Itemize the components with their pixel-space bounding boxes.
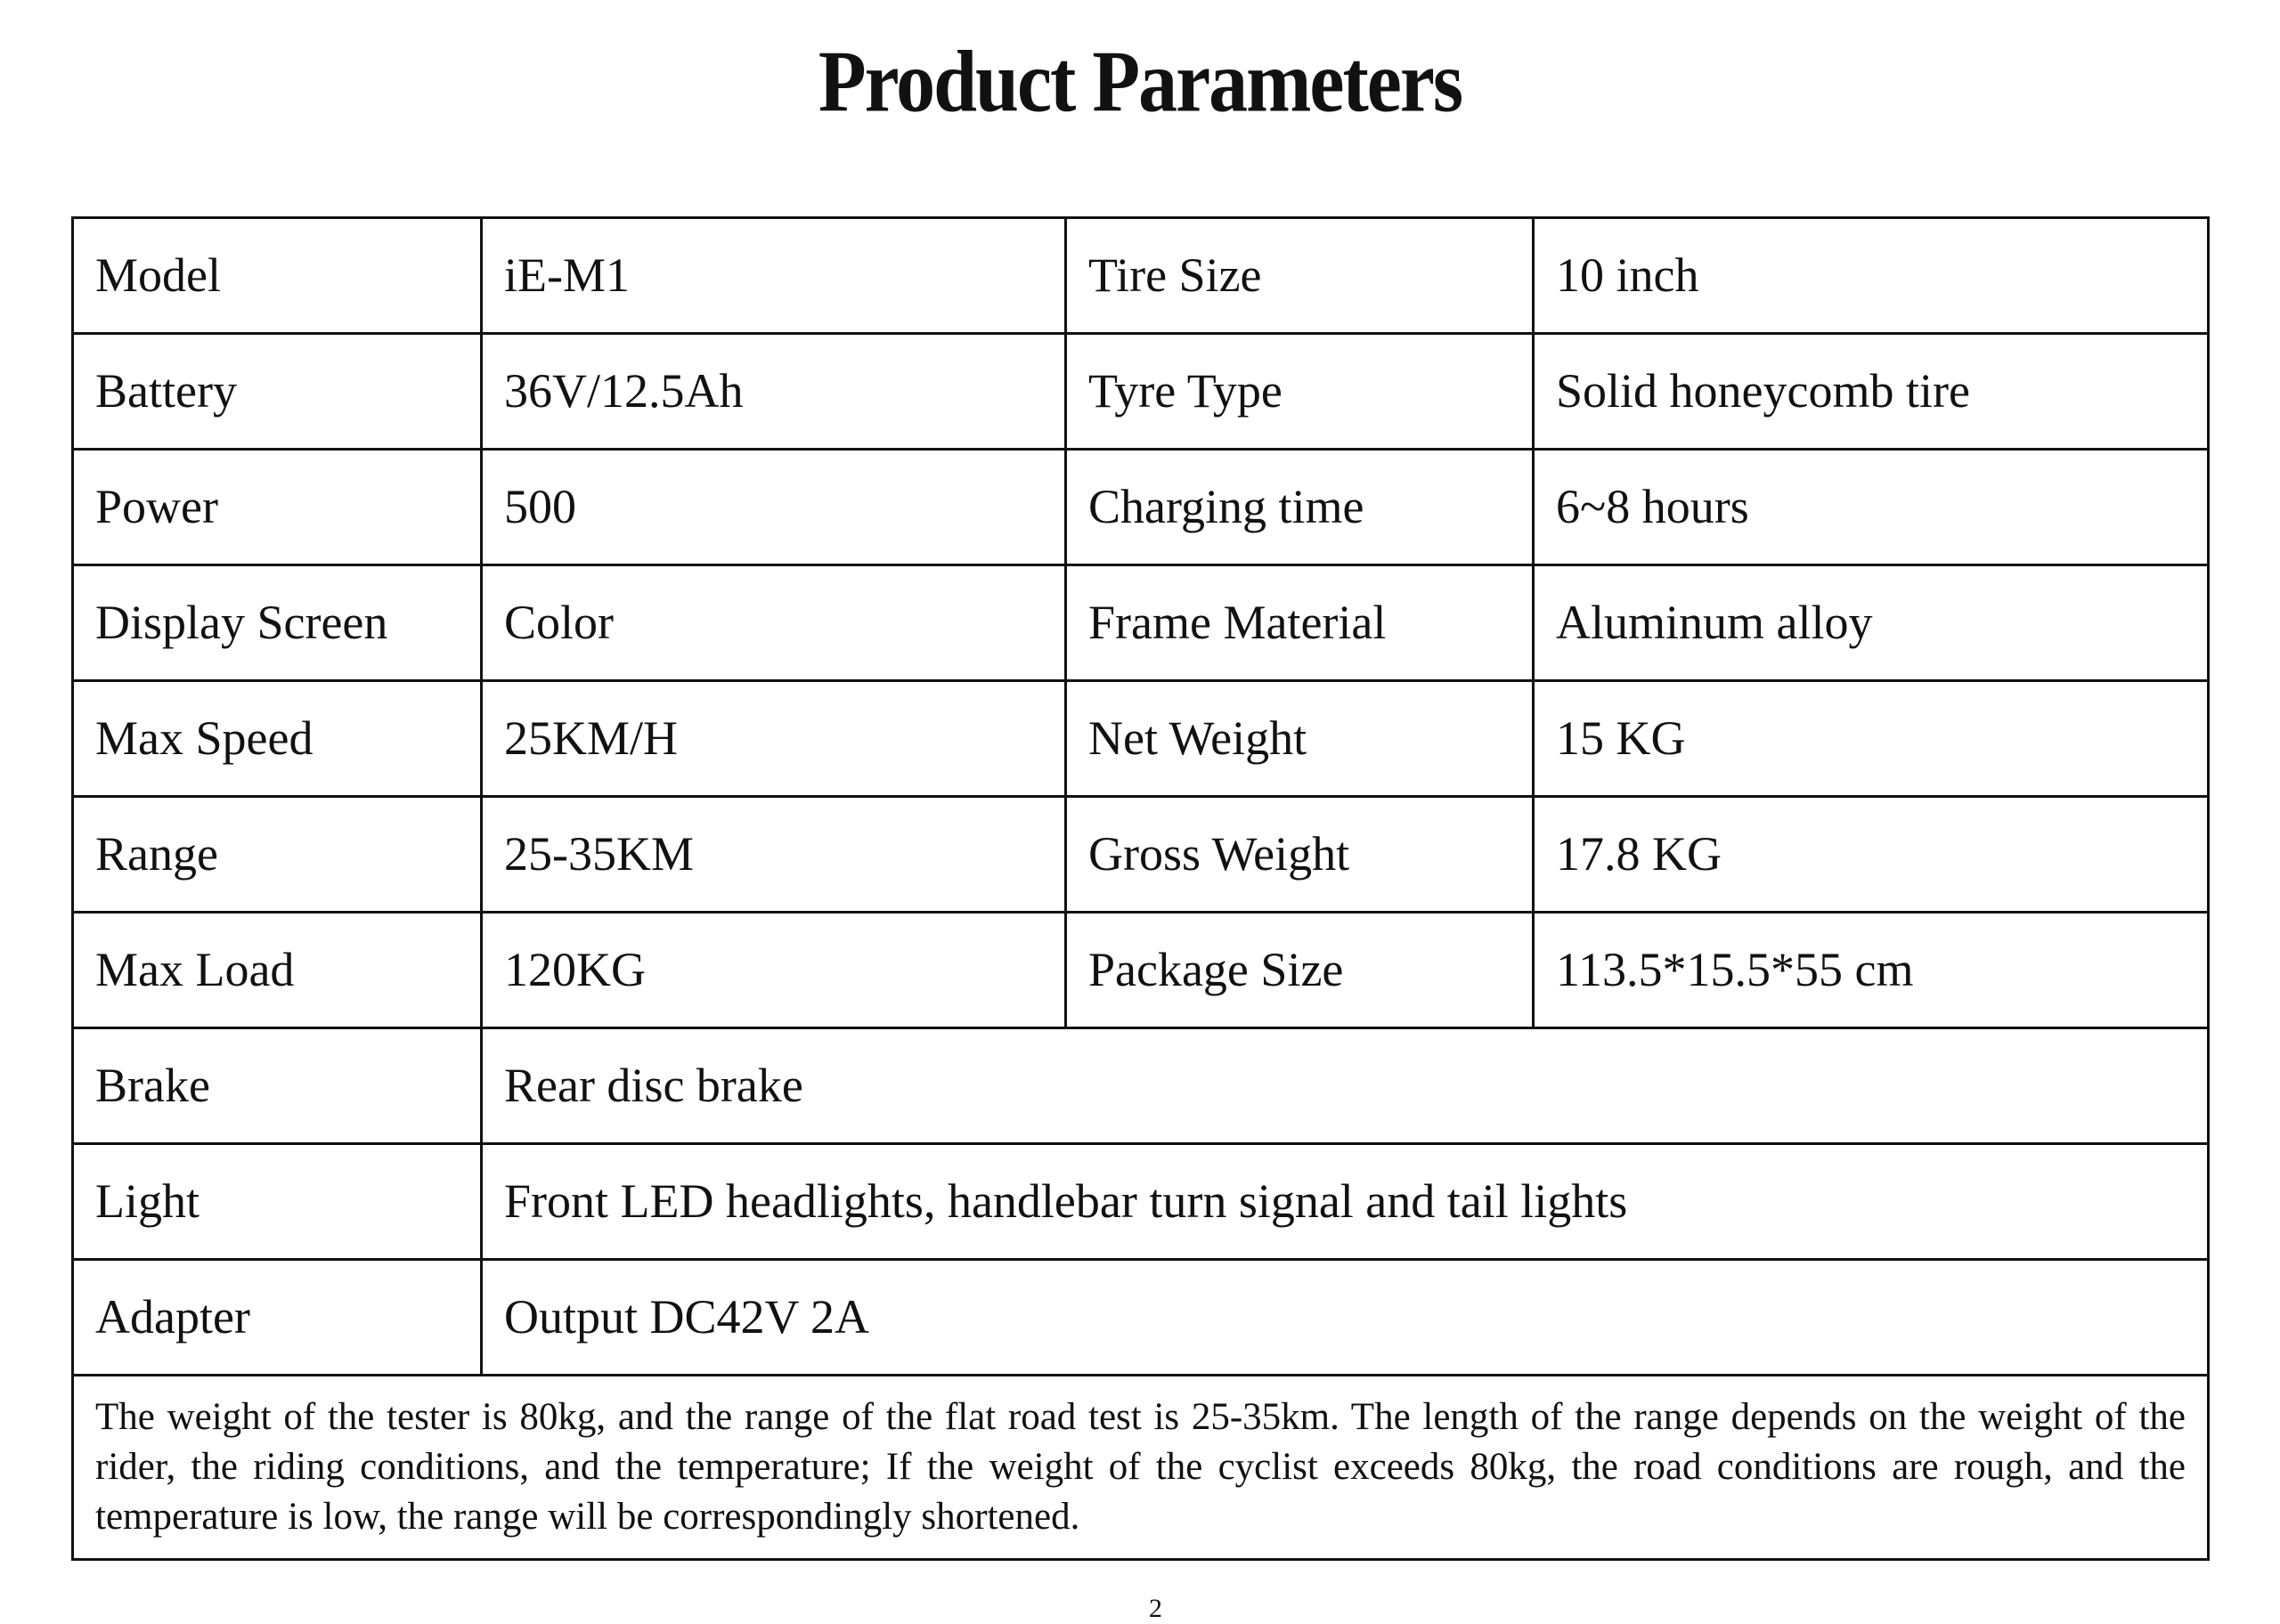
param-value: 36V/12.5Ah bbox=[482, 334, 1066, 450]
param-value: 25KM/H bbox=[482, 681, 1066, 797]
param-label: Brake bbox=[73, 1028, 482, 1144]
param-label: Gross Weight bbox=[1066, 797, 1534, 913]
param-label: Charging time bbox=[1066, 450, 1534, 565]
param-value: Output DC42V 2A bbox=[482, 1260, 2209, 1376]
param-label: Power bbox=[73, 450, 482, 565]
parameters-table-body bbox=[73, 218, 2209, 1560]
table-row bbox=[73, 450, 2209, 565]
param-label: Light bbox=[73, 1144, 482, 1260]
param-value: 15 KG bbox=[1534, 681, 2209, 797]
param-label: Tyre Type bbox=[1066, 334, 1534, 450]
param-label: Tire Size bbox=[1066, 218, 1534, 334]
range-note: The weight of the tester is 80kg, and the range of the flat road test is 25-35km. The length of the range depends on the weight of the rider, the riding conditions, and the temperature; If the weight of the cyclist exceeds 80kg, the road conditions are rough, and the temperature is low, the range will be correspondingly shortened. bbox=[73, 1376, 2209, 1560]
param-label: Package Size bbox=[1066, 913, 1534, 1028]
table-row bbox=[73, 681, 2209, 797]
param-value: Aluminum alloy bbox=[1534, 565, 2209, 681]
table-row bbox=[73, 565, 2209, 681]
page-number: 2 bbox=[1149, 1594, 1162, 1623]
param-value: 6~8 hours bbox=[1534, 450, 2209, 565]
param-label: Range bbox=[73, 797, 482, 913]
param-label: Max Load bbox=[73, 913, 482, 1028]
param-value: Color bbox=[482, 565, 1066, 681]
table-row bbox=[73, 1260, 2209, 1376]
param-value: Solid honeycomb tire bbox=[1534, 334, 2209, 450]
table-row bbox=[73, 1376, 2209, 1560]
param-value: 500 bbox=[482, 450, 1066, 565]
table-row bbox=[73, 1028, 2209, 1144]
param-label: Battery bbox=[73, 334, 482, 450]
parameters-table bbox=[71, 216, 2210, 1561]
param-value: 120KG bbox=[482, 913, 1066, 1028]
param-value: iE-M1 bbox=[482, 218, 1066, 334]
param-value: 113.5*15.5*55 cm bbox=[1534, 913, 2209, 1028]
table-row bbox=[73, 218, 2209, 334]
param-label: Model bbox=[73, 218, 482, 334]
param-value: 25-35KM bbox=[482, 797, 1066, 913]
param-label: Adapter bbox=[73, 1260, 482, 1376]
table-row bbox=[73, 913, 2209, 1028]
param-label: Display Screen bbox=[73, 565, 482, 681]
param-value: Front LED headlights, handlebar turn signal and tail lights bbox=[482, 1144, 2209, 1260]
param-label: Net Weight bbox=[1066, 681, 1534, 797]
param-label: Max Speed bbox=[73, 681, 482, 797]
param-value: Rear disc brake bbox=[482, 1028, 2209, 1144]
param-value: 10 inch bbox=[1534, 218, 2209, 334]
page-title: Product Parameters bbox=[818, 34, 1462, 131]
table-row bbox=[73, 334, 2209, 450]
param-value: 17.8 KG bbox=[1534, 797, 2209, 913]
table-row bbox=[73, 797, 2209, 913]
table-row bbox=[73, 1144, 2209, 1260]
param-label: Frame Material bbox=[1066, 565, 1534, 681]
